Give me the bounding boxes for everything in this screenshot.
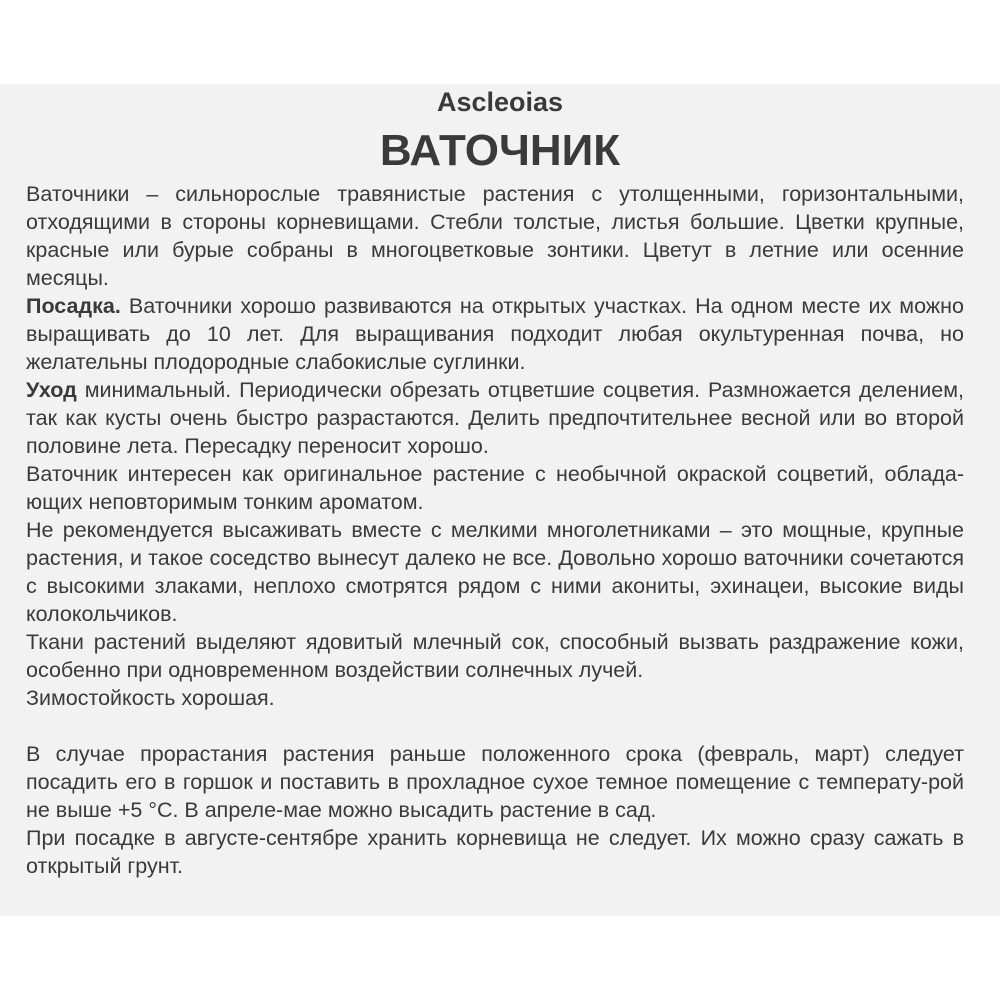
planting-label: Посадка.	[26, 294, 121, 318]
paragraph-recommendation: Не рекомендуется высаживать вместе с мелкими многолетниками – это мощные, крупные растения, и такое соседство вынесут далеко не все. Довольно хорошо ваточники сочетаются с высокими злаками, неплохо смотрятся рядом с ними акониты, эхинацеи, высокие виды колокольчиков.	[26, 518, 964, 626]
paragraph-gap	[26, 712, 964, 740]
paragraph-autumn-planting: При посадке в августе-сентябре хранить корневища не следует. Их можно сразу сажать в открытый грунт.	[26, 826, 964, 878]
paragraph-intro: Ваточники – сильнорослые травянистые растения с утолщенными, горизонтальными, отходящими в стороны корневищами. Стебли толстые, листья большие. Цветки крупные, красные или бурые собраны в многоцветковые зонтики. Цветут в летние или осенние месяцы.	[26, 182, 964, 290]
care-label: Уход	[26, 378, 77, 402]
paragraph-interest: Ваточник интересен как оригинальное растение с необычной окраской соцветий, облада-ющих неповторимым тонким ароматом.	[26, 462, 964, 514]
care-text: минимальный. Периодически обрезать отцветшие соцветия. Размножается делением, так как кусты очень быстро разрастаются. Делить предпочтительнее весной или во второй половине лета. Пересадку переносит хорошо.	[26, 378, 964, 458]
paragraph-planting	[26, 292, 964, 376]
planting-text: Ваточники хорошо развиваются на открытых участках. На одном месте их можно выращивать до 10 лет. Для выращивания подходит любая окультуренная почва, но желательны плодородные слабокислые суглинки.	[26, 294, 964, 374]
paragraph-hardiness: Зимостойкость хорошая.	[26, 686, 275, 710]
description-body	[26, 180, 964, 880]
paragraph-toxicity: Ткани растений выделяют ядовитый млечный сок, способный вызвать раздражение кожи, особенно при одновременном воздействии солнечных лучей.	[26, 630, 964, 682]
paragraph-early-sprouting: В случае прорастания растения раньше положенного срока (февраль, март) следует посадить его в горшок и поставить в прохладное сухое темное помещение с температу-рой не выше +5 °С. В апреле-мае можно высадить растение в сад.	[26, 742, 964, 822]
latin-name: Ascleoias	[436, 87, 564, 117]
page-title: ВАТОЧНИК	[379, 126, 621, 175]
paragraph-care	[26, 376, 964, 460]
